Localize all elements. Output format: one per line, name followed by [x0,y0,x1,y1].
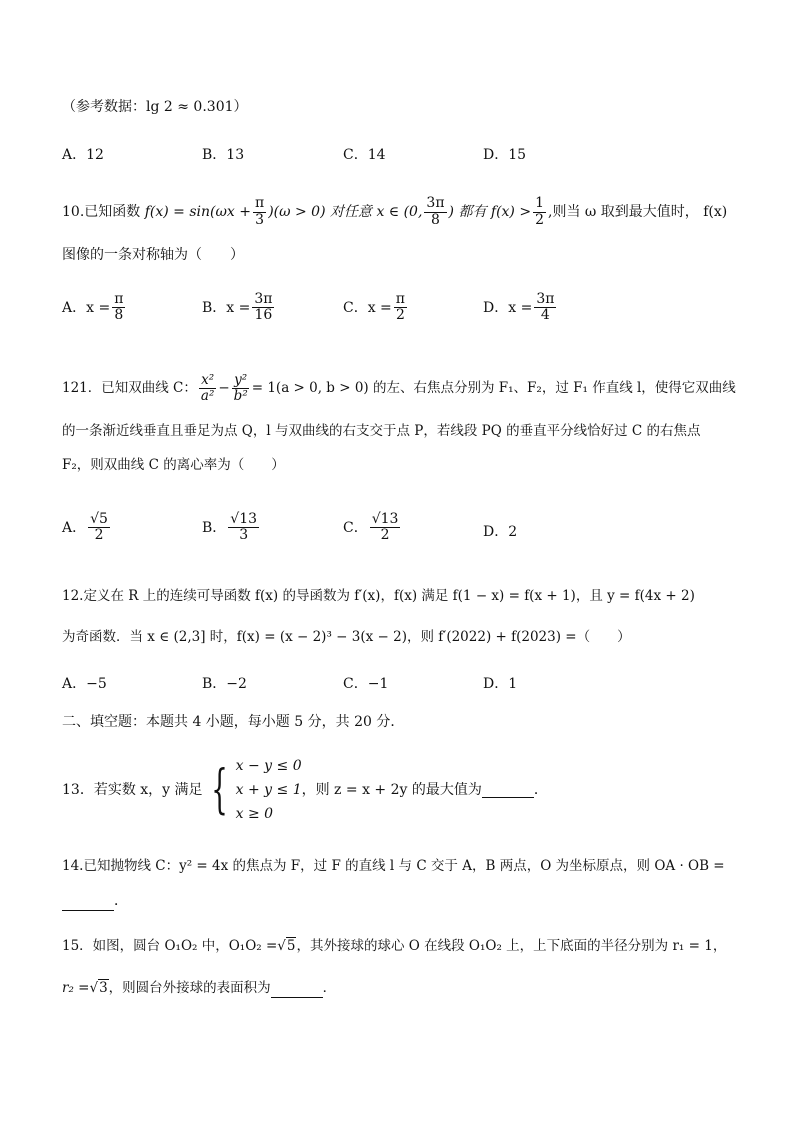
q11-option-c-label: C． [343,519,368,536]
q9-option-d: D．15 [483,147,527,163]
q10-option-b-label: B．x = [202,299,251,316]
q11-option-c: C． $\frac{√13}{2}$ [343,511,399,544]
q11-option-b-rad: 13 [239,511,258,527]
q13-stem [62,752,548,828]
q12-line2: 为奇函数．当 x ∈ (2,3] 时，f(x) = (x − 2)³ − 3(x − 2)，则 f′(2022) + f(2023) =（ ） [62,629,631,645]
q10-option-b [202,292,276,324]
q10-frac-half [533,196,546,228]
q14-end: ． [114,893,128,909]
q10-option-d-label: D．x = [483,299,533,316]
q11-option-b: B． $\frac{√13}{3}$ [202,511,258,544]
q10-option-b-den: 16 [254,307,273,324]
q11-option-d: D．2 [483,524,518,540]
q11-option-c-rad: 13 [380,511,399,527]
q15-line1a: 15．如图，圆台 O₁O₂ 中，O₁O₂ = [62,938,278,954]
q11-option-c-den: 2 [380,527,390,544]
q10-option-b-num: 3π [254,291,273,307]
q12-line1: 12.定义在 R 上的连续可导函数 f(x) 的导函数为 f′(x)，f(x) 满足 f(1 − x) = f(x + 1)，且 y = f(4x + 2) [62,588,695,604]
q11-option-b-label: B． [202,519,227,536]
q10-cond1: )(ω > 0) 对任意 [268,204,372,220]
q13-ineq-1: x − y ≤ 0 [235,758,302,774]
q10-frac2-den: 8 [431,211,440,228]
section-2-heading: 二、填空题：本题共 4 小题，每小题 5 分，共 20 分． [62,714,405,730]
q12-option-c: C．−1 [343,676,389,692]
q9-option-b: B．13 [202,147,245,163]
q14-line2 [62,891,128,911]
q11-line3: F₂，则双曲线 C 的离心率为（ ） [62,457,285,473]
q13-inequality-system [203,754,302,826]
q13-answer-blank[interactable] [482,783,534,798]
q10-frac3-den: 2 [535,211,544,228]
q15-end: ． [322,980,337,996]
q14-answer-blank[interactable] [62,896,114,911]
q11-option-a-label: A． [62,519,87,536]
q15-rad5: 5 [286,938,296,954]
q11-b2: b² [233,388,248,404]
q10-option-c-den: 2 [395,307,405,324]
q10-line2: 图像的一条对称轴为（ ） [62,247,244,263]
q10-tail: ,则当 ω 取到最大值时， f(x) [548,204,728,220]
q10-option-d-num: 3π [536,291,555,307]
q10-option-d [483,292,558,324]
q11-option-a-rad: 5 [99,511,108,527]
q10-frac-pi3 [253,196,266,228]
q13-brace: { [210,760,228,820]
q10-xin: x ∈ (0, [376,204,423,220]
q10-option-c [343,292,409,324]
q11-x2: x² [201,372,215,389]
q13-ineq-2: x + y ≤ 1 [235,782,302,798]
q15-line1b: ，其外接球的球心 O 在线段 O₁O₂ 上，上下底面的半径分别为 r₁ = 1， [296,938,727,954]
q12-option-a: A．−5 [62,676,107,692]
q15-line2: r₂ =√3，则圆台外接球的表面积为 ． [62,980,337,996]
q9-option-a: A．12 [62,147,104,163]
q10-option-a-den: 8 [114,307,124,324]
q15-line2a: r₂ = [62,980,90,996]
q15-rad3: 3 [99,980,108,996]
q10-frac3-num: 1 [535,195,544,212]
q10-frac-num: π [254,195,265,212]
q9-option-c: C．14 [343,147,386,163]
q10-fx: f(x) = sin(ωx + [144,204,251,220]
q10-option-d-den: 4 [540,307,550,324]
q10-option-a-label: A．x = [62,299,111,316]
q10-frac2-num: 3π [426,195,445,212]
q12-option-d: D．1 [483,676,518,692]
q11-line2: 的一条渐近线垂直且垂足为点 Q，l 与双曲线的右支交于点 P，若线段 PQ 的垂直平分线恰好过 C 的右焦点 [62,423,701,439]
q12-option-b: B．−2 [202,676,247,692]
q10-frac-den: 3 [255,211,265,228]
q11-option-b-den: 3 [239,527,249,544]
q10-option-a-num: π [114,291,124,307]
q13-ineq-3: x ≥ 0 [235,806,274,822]
q11-option-a: A． $\frac{√5}{2}$ [62,511,108,544]
q10-frac-3pi8 [424,196,446,228]
q13-tail: ，则 z = x + 2y 的最大值为 [301,782,482,798]
q10-stem [62,192,727,232]
q10-cond2: ) 都有 f(x) > [448,204,532,220]
q13-prefix: 13．若实数 x，y 满足 [62,782,203,798]
q13-end: ． [533,782,548,798]
q10-option-a [62,292,127,324]
q11-y2: y² [234,372,248,389]
q11-eq: = 1(a > 0, b > 0) 的左、右焦点分别为 F₁、F₂，过 F₁ 作直线 l，使得它双曲线 [251,380,736,396]
q11-option-a-den: 2 [94,527,104,544]
q15-answer-blank[interactable] [271,983,323,998]
q10-option-c-label: C．x = [343,299,392,316]
reference-data: （参考数据：lg 2 ≈ 0.301） [62,99,248,115]
q14-line1: 14.已知抛物线 C：y² = 4x 的焦点为 F，过 F 的直线 l 与 C 交于 A，B 两点，O 为坐标原点，则 OA · OB = [62,858,725,874]
q15-line2b: ，则圆台外接球的表面积为 [108,980,271,996]
q10-prefix: 10.已知函数 [62,204,141,220]
q11-stem: 121．已知双曲线 C： $\frac{\text{x²}}{\text{a²}}$ − $\frac{\text{y²}}{\text{b²}}$ = 1(a > 0, b > 0) 的左、右焦点分别为 F₁、F₂，过 F₁ 作直线 l，使得它双曲线 [62,372,736,404]
q10-option-c-num: π [395,291,405,307]
q15-line1: 15．如图，圆台 O₁O₂ 中，O₁O₂ =√5，其外接球的球心 O 在线段 O₁O₂ 上，上下底面的半径分别为 r₁ = 1， [62,938,727,954]
q11-prefix: 121．已知双曲线 C： [62,380,197,396]
q11-a2: a² [200,388,215,404]
